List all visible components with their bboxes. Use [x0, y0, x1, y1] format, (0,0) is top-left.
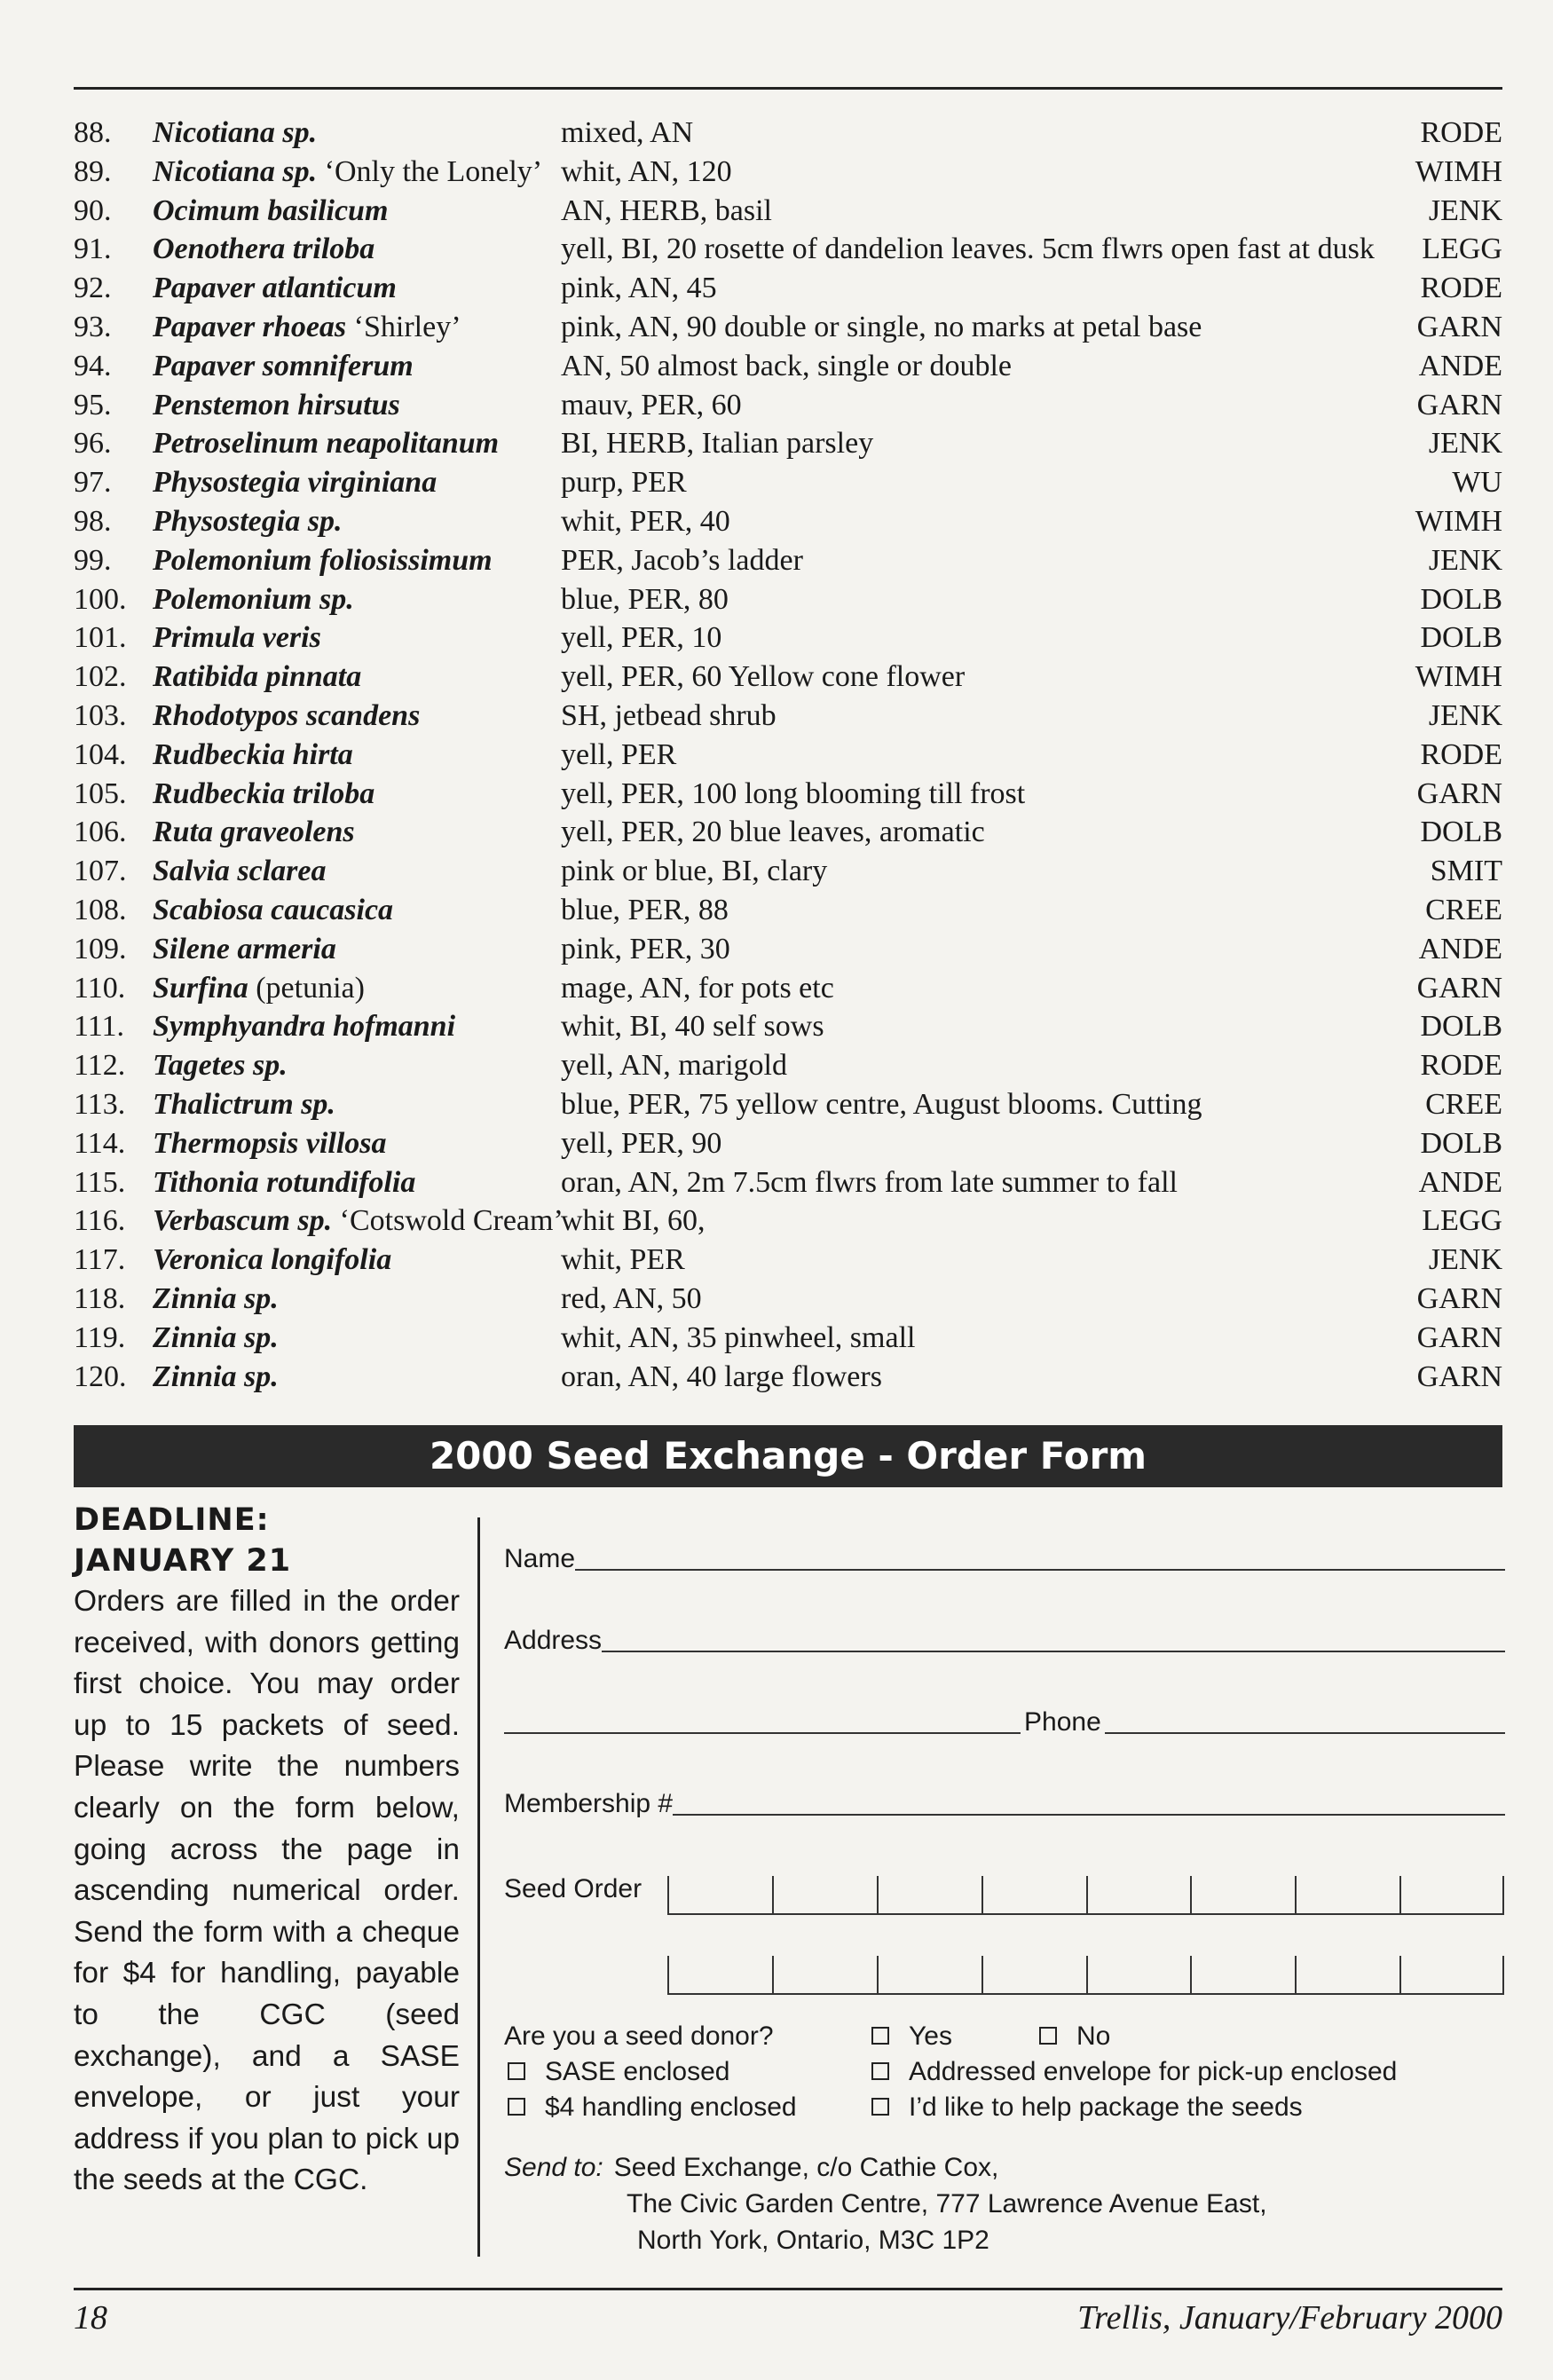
seed-number: 88.: [74, 116, 112, 149]
seed-description: purp, PER: [561, 466, 687, 500]
seed-donor-code: RODE: [1420, 737, 1502, 771]
seed-order-grid-row-1[interactable]: [667, 1878, 1504, 1915]
seed-name: [153, 813, 355, 852]
seed-order-box-divider: [1502, 1876, 1504, 1913]
seed-species: Salvia sclarea: [153, 855, 327, 888]
addressed-envelope-label: Addressed envelope for pick-up enclosed: [909, 2057, 1398, 2086]
seed-row: [74, 1085, 1502, 1124]
seed-description: mixed, AN: [561, 116, 694, 149]
seed-description: pink or blue, BI, clary: [561, 855, 828, 888]
seed-number: 90.: [74, 193, 112, 227]
seed-donor-code: RODE: [1420, 116, 1502, 149]
seed-number: 107.: [74, 855, 127, 888]
seed-description: blue, PER, 88: [561, 893, 729, 926]
seed-name: [153, 736, 353, 775]
seed-row: [74, 1163, 1502, 1202]
seed-donor-code: GARN: [1416, 388, 1502, 422]
seed-cultivar: ‘Cotswold Cream’: [339, 1204, 564, 1238]
seed-description: oran, AN, 40 large flowers: [561, 1359, 882, 1393]
seed-description: yell, AN, marigold: [561, 1049, 787, 1083]
seed-order-box-divider: [1190, 1876, 1192, 1913]
seed-donor-code: JENK: [1428, 698, 1502, 732]
seed-description: whit, AN, 35 pinwheel, small: [561, 1320, 916, 1354]
seed-species: Papaver rhoeas: [153, 310, 347, 343]
seed-donor-code: WU: [1452, 466, 1502, 500]
address-line-2[interactable]: [504, 1732, 1021, 1734]
seed-row: [74, 736, 1502, 775]
seed-name: [153, 930, 336, 969]
seed-order-box-divider: [981, 1876, 983, 1913]
seed-row: [74, 1202, 1502, 1241]
seed-species: Thermopsis villosa: [153, 1126, 387, 1160]
seed-donor-code: JENK: [1428, 427, 1502, 461]
seed-order-box-divider: [667, 1876, 669, 1913]
send-to-line-1: Seed Exchange, c/o Cathie Cox,: [613, 2153, 999, 2182]
seed-order-box-divider: [1086, 1876, 1088, 1913]
seed-number: 96.: [74, 427, 112, 461]
seed-donor-code: LEGG: [1422, 232, 1502, 266]
seed-row: [74, 930, 1502, 969]
seed-number: 113.: [74, 1087, 126, 1121]
order-form-banner: 2000 Seed Exchange - Order Form: [74, 1425, 1502, 1487]
seed-order-box-divider: [1295, 1876, 1297, 1913]
seed-donor-code: LEGG: [1422, 1204, 1502, 1238]
seed-name: [153, 502, 342, 541]
deadline-column: [74, 1500, 460, 2202]
seed-donor-code: RODE: [1420, 1049, 1502, 1083]
seed-description: yell, PER: [561, 737, 677, 771]
seed-order-box-divider: [772, 1956, 774, 1993]
seed-name: [153, 308, 461, 347]
sase-option[interactable]: [508, 2057, 729, 2087]
seed-cultivar: ‘Only the Lonely’: [324, 154, 543, 188]
seed-row: [74, 386, 1502, 425]
help-package-checkbox[interactable]: [871, 2098, 889, 2116]
seed-species: Tagetes sp.: [153, 1049, 288, 1083]
seed-description: whit, PER: [561, 1243, 685, 1277]
seed-description: oran, AN, 2m 7.5cm flwrs from late summer to fall: [561, 1165, 1178, 1199]
seed-number: 97.: [74, 466, 112, 500]
seed-row: [74, 1358, 1502, 1397]
seed-name: [153, 1280, 279, 1319]
seed-number: 120.: [74, 1359, 127, 1393]
send-to-block: [504, 2149, 1267, 2258]
seed-row: [74, 1280, 1502, 1319]
send-to-line-3: North York, Ontario, M3C 1P2: [637, 2226, 989, 2255]
seed-row: [74, 969, 1502, 1008]
seed-row: [74, 1046, 1502, 1085]
seed-donor-code: GARN: [1416, 310, 1502, 343]
seed-description: yell, PER, 90: [561, 1126, 722, 1160]
seed-description: blue, PER, 75 yellow centre, August blooms. Cutting: [561, 1087, 1202, 1121]
seed-order-box-divider: [981, 1956, 983, 1993]
seed-cultivar: (petunia): [256, 971, 365, 1005]
seed-species: Rhodotypos scandens: [153, 698, 421, 732]
no-option[interactable]: [1039, 2021, 1110, 2052]
seed-order-label: Seed Order: [504, 1874, 642, 1903]
seed-row: [74, 891, 1502, 930]
seed-species: Physostegia virginiana: [153, 466, 438, 500]
seed-species: Polemonium foliosissimum: [153, 543, 493, 577]
seed-description: yell, BI, 20 rosette of dandelion leaves. 5cm flwrs open fast at dusk: [561, 232, 1375, 266]
seed-number: 91.: [74, 232, 112, 266]
seed-donor-code: JENK: [1428, 193, 1502, 227]
seed-name: [153, 658, 361, 697]
seed-number: 119.: [74, 1320, 126, 1354]
membership-line[interactable]: [673, 1814, 1505, 1816]
seed-species: Ruta graveolens: [153, 816, 355, 849]
seed-row: [74, 541, 1502, 580]
sase-checkbox[interactable]: [508, 2062, 525, 2080]
seed-name: [153, 347, 414, 386]
bottom-rule: [74, 2288, 1502, 2290]
seed-name: [153, 1319, 279, 1358]
seed-description: AN, HERB, basil: [561, 193, 772, 227]
seed-species: Surfina: [153, 971, 248, 1005]
seed-row: [74, 1241, 1502, 1280]
seed-name: [153, 541, 493, 580]
yes-checkbox[interactable]: [871, 2027, 889, 2045]
seed-number: 101.: [74, 621, 127, 655]
seed-donor-code: GARN: [1416, 776, 1502, 810]
seed-donor-code: RODE: [1420, 272, 1502, 305]
seed-number: 99.: [74, 543, 112, 577]
sase-label: SASE enclosed: [545, 2057, 730, 2086]
seed-donor-code: DOLB: [1420, 816, 1502, 849]
seed-donor-code: ANDE: [1418, 349, 1502, 382]
handling-label: $4 handling enclosed: [545, 2092, 797, 2122]
deadline-label: DEADLINE:: [74, 1502, 270, 1538]
seed-species: Physostegia sp.: [153, 504, 343, 538]
seed-order-label-wrap: [504, 1874, 642, 1904]
seed-name: [153, 775, 374, 814]
seed-number: 104.: [74, 737, 127, 771]
order-instructions: Orders are filled in the order received, with donors getting first choice. You may order up to 15 packets of seed. Please write the numbers clearly on the form below, going across the page in ascending numerical order. Send the form with a cheque for $4 for handling, payable to the CGC (seed exchange), and a SASE envelope, or just your address if you plan to pick up the seeds at the CGC.: [74, 1585, 460, 2197]
seed-name: [153, 192, 388, 231]
seed-name: [153, 852, 326, 891]
seed-cultivar: ‘Shirley’: [353, 310, 461, 343]
seed-name: [153, 580, 354, 619]
seed-name: [153, 114, 317, 153]
seed-number: 111.: [74, 1010, 124, 1044]
seed-row: [74, 463, 1502, 502]
top-rule: [74, 87, 1502, 90]
help-package-label: I’d like to help package the seeds: [909, 2092, 1303, 2122]
seed-row: [74, 1124, 1502, 1163]
seed-row: [74, 502, 1502, 541]
donor-question: Are you a seed donor?: [504, 2021, 774, 2051]
seed-number: 117.: [74, 1243, 126, 1277]
deadline-heading: [74, 1500, 460, 1581]
seed-description: red, AN, 50: [561, 1281, 702, 1315]
seed-species: Penstemon hirsutus: [153, 388, 400, 422]
seed-order-box-divider: [1502, 1956, 1504, 1993]
phone-field[interactable]: [504, 1707, 1505, 1738]
seed-name: [153, 269, 397, 308]
seed-donor-code: WIMH: [1415, 504, 1502, 538]
seed-species: Nicotiana sp.: [153, 116, 318, 149]
seed-list: [74, 114, 1502, 1396]
seed-species: Rudbeckia triloba: [153, 776, 375, 810]
handling-checkbox[interactable]: [508, 2098, 525, 2116]
seed-species: Petroselinum neapolitanum: [153, 427, 500, 461]
seed-row: [74, 813, 1502, 852]
seed-order-box-divider: [1295, 1956, 1297, 1993]
seed-donor-code: DOLB: [1420, 621, 1502, 655]
seed-order-box-divider: [877, 1876, 879, 1913]
seed-donor-code: ANDE: [1418, 1165, 1502, 1199]
seed-row: [74, 1319, 1502, 1358]
address-line[interactable]: [602, 1651, 1505, 1652]
phone-label: Phone: [1024, 1707, 1101, 1737]
seed-row: [74, 153, 1502, 192]
seed-name: [153, 1202, 564, 1241]
seed-number: 89.: [74, 154, 112, 188]
phone-line[interactable]: [1105, 1732, 1505, 1734]
seed-description: yell, PER, 10: [561, 621, 722, 655]
seed-number: 115.: [74, 1165, 126, 1199]
seed-description: mage, AN, for pots etc: [561, 971, 834, 1005]
seed-description: whit, BI, 40 self sows: [561, 1010, 824, 1044]
seed-row: [74, 775, 1502, 814]
seed-number: 118.: [74, 1281, 126, 1315]
seed-row: [74, 658, 1502, 697]
seed-order-box-divider: [1190, 1956, 1192, 1993]
seed-donor-code: WIMH: [1415, 660, 1502, 694]
seed-description: yell, PER, 20 blue leaves, aromatic: [561, 816, 985, 849]
send-to-line-2: The Civic Garden Centre, 777 Lawrence Avenue East,: [627, 2189, 1267, 2218]
seed-name: [153, 1241, 391, 1280]
seed-description: SH, jetbead shrub: [561, 698, 776, 732]
seed-number: 103.: [74, 698, 127, 732]
seed-number: 95.: [74, 388, 112, 422]
seed-description: AN, 50 almost back, single or double: [561, 349, 1013, 382]
address-field[interactable]: [504, 1626, 1505, 1656]
seed-name: [153, 424, 499, 463]
address-label: Address: [504, 1626, 603, 1655]
seed-row: [74, 619, 1502, 658]
seed-row: [74, 424, 1502, 463]
seed-order-box-divider: [1399, 1956, 1401, 1993]
seed-donor-code: DOLB: [1420, 1126, 1502, 1160]
seed-donor-code: GARN: [1416, 971, 1502, 1005]
seed-number: 100.: [74, 582, 127, 616]
seed-species: Zinnia sp.: [153, 1320, 279, 1354]
seed-number: 114.: [74, 1126, 126, 1160]
seed-name: [153, 697, 420, 736]
seed-description: yell, PER, 60 Yellow cone flower: [561, 660, 966, 694]
seed-donor-code: DOLB: [1420, 1010, 1502, 1044]
seed-name: [153, 1358, 279, 1397]
seed-donor-code: JENK: [1428, 543, 1502, 577]
seed-donor-code: ANDE: [1418, 932, 1502, 965]
seed-description: whit, PER, 40: [561, 504, 730, 538]
seed-species: Ocimum basilicum: [153, 193, 389, 227]
seed-description: whit, AN, 120: [561, 154, 732, 188]
seed-description: PER, Jacob’s ladder: [561, 543, 803, 577]
seed-species: Veronica longifolia: [153, 1243, 392, 1277]
seed-number: 93.: [74, 310, 112, 343]
seed-row: [74, 114, 1502, 153]
seed-row: [74, 1007, 1502, 1046]
seed-description: pink, PER, 30: [561, 932, 730, 965]
seed-species: Rudbeckia hirta: [153, 737, 353, 771]
send-to-label: Send to:: [504, 2153, 603, 2182]
seed-number: 94.: [74, 349, 112, 382]
seed-row: [74, 697, 1502, 736]
help-package-option[interactable]: [871, 2092, 1303, 2123]
seed-donor-code: CREE: [1425, 1087, 1502, 1121]
seed-donor-code: WIMH: [1415, 154, 1502, 188]
seed-number: 98.: [74, 504, 112, 538]
seed-row: [74, 580, 1502, 619]
seed-species: Primula veris: [153, 621, 321, 655]
seed-name: [153, 891, 393, 930]
seed-number: 105.: [74, 776, 127, 810]
seed-name: [153, 1163, 415, 1202]
publication-footer: Trellis, January/February 2000: [1077, 2299, 1502, 2337]
membership-label: Membership #: [504, 1789, 674, 1818]
seed-number: 110.: [74, 971, 126, 1005]
seed-name: [153, 386, 400, 425]
seed-species: Tithonia rotundifolia: [153, 1165, 416, 1199]
seed-name: [153, 230, 374, 269]
seed-order-grid-row-2[interactable]: [667, 1958, 1504, 1995]
donor-question-row: [504, 2021, 774, 2052]
seed-species: Ratibida pinnata: [153, 660, 362, 694]
seed-order-box-divider: [877, 1956, 879, 1993]
handling-option[interactable]: [508, 2092, 797, 2123]
seed-description: mauv, PER, 60: [561, 388, 742, 422]
seed-name: [153, 153, 542, 192]
name-label: Name: [504, 1544, 576, 1573]
seed-row: [74, 192, 1502, 231]
seed-description: pink, AN, 45: [561, 272, 717, 305]
seed-row: [74, 347, 1502, 386]
seed-species: Verbascum sp.: [153, 1204, 333, 1238]
seed-number: 106.: [74, 816, 127, 849]
membership-field[interactable]: [504, 1789, 1505, 1819]
seed-name: [153, 1046, 288, 1085]
seed-species: Nicotiana sp.: [153, 154, 318, 188]
seed-description: pink, AN, 90 double or single, no marks at petal base: [561, 310, 1202, 343]
seed-description: BI, HERB, Italian parsley: [561, 427, 874, 461]
seed-species: Scabiosa caucasica: [153, 893, 394, 926]
seed-number: 108.: [74, 893, 127, 926]
seed-order-box-divider: [772, 1876, 774, 1913]
seed-name: [153, 969, 365, 1008]
seed-donor-code: CREE: [1425, 893, 1502, 926]
seed-donor-code: JENK: [1428, 1243, 1502, 1277]
seed-number: 116.: [74, 1204, 126, 1238]
seed-description: blue, PER, 80: [561, 582, 729, 616]
seed-donor-code: GARN: [1416, 1281, 1502, 1315]
no-label: No: [1076, 2021, 1111, 2051]
seed-order-box-divider: [1086, 1956, 1088, 1993]
deadline-date: JANUARY 21: [74, 1543, 292, 1579]
seed-number: 112.: [74, 1049, 126, 1083]
seed-species: Zinnia sp.: [153, 1281, 279, 1315]
seed-number: 109.: [74, 932, 127, 965]
seed-row: [74, 852, 1502, 891]
addressed-envelope-checkbox[interactable]: [871, 2062, 889, 2080]
column-divider: [477, 1517, 480, 2257]
seed-number: 92.: [74, 272, 112, 305]
no-checkbox[interactable]: [1039, 2027, 1057, 2045]
seed-name: [153, 1124, 387, 1163]
seed-species: Polemonium sp.: [153, 582, 354, 616]
seed-species: Papaver atlanticum: [153, 272, 397, 305]
seed-description: whit BI, 60,: [561, 1204, 706, 1238]
seed-name: [153, 463, 437, 502]
addressed-envelope-option[interactable]: [871, 2057, 1397, 2087]
seed-donor-code: DOLB: [1420, 582, 1502, 616]
seed-row: [74, 269, 1502, 308]
seed-species: Thalictrum sp.: [153, 1087, 335, 1121]
seed-number: 102.: [74, 660, 127, 694]
seed-row: [74, 230, 1502, 269]
page-number: 18: [74, 2299, 107, 2337]
seed-species: Symphyandra hofmanni: [153, 1010, 456, 1044]
seed-species: Zinnia sp.: [153, 1359, 279, 1393]
seed-donor-code: GARN: [1416, 1359, 1502, 1393]
seed-description: yell, PER, 100 long blooming till frost: [561, 776, 1026, 810]
seed-name: [153, 1007, 455, 1046]
seed-species: Oenothera triloba: [153, 232, 375, 266]
seed-order-box-divider: [1399, 1876, 1401, 1913]
name-field[interactable]: [504, 1544, 1505, 1574]
seed-species: Papaver somniferum: [153, 349, 414, 382]
seed-donor-code: SMIT: [1430, 855, 1502, 888]
seed-species: Silene armeria: [153, 932, 336, 965]
yes-label: Yes: [909, 2021, 952, 2051]
seed-order-box-divider: [667, 1956, 669, 1993]
yes-option[interactable]: [871, 2021, 952, 2052]
seed-name: [153, 1085, 335, 1124]
name-line[interactable]: [575, 1569, 1505, 1571]
seed-name: [153, 619, 321, 658]
seed-donor-code: GARN: [1416, 1320, 1502, 1354]
seed-row: [74, 308, 1502, 347]
